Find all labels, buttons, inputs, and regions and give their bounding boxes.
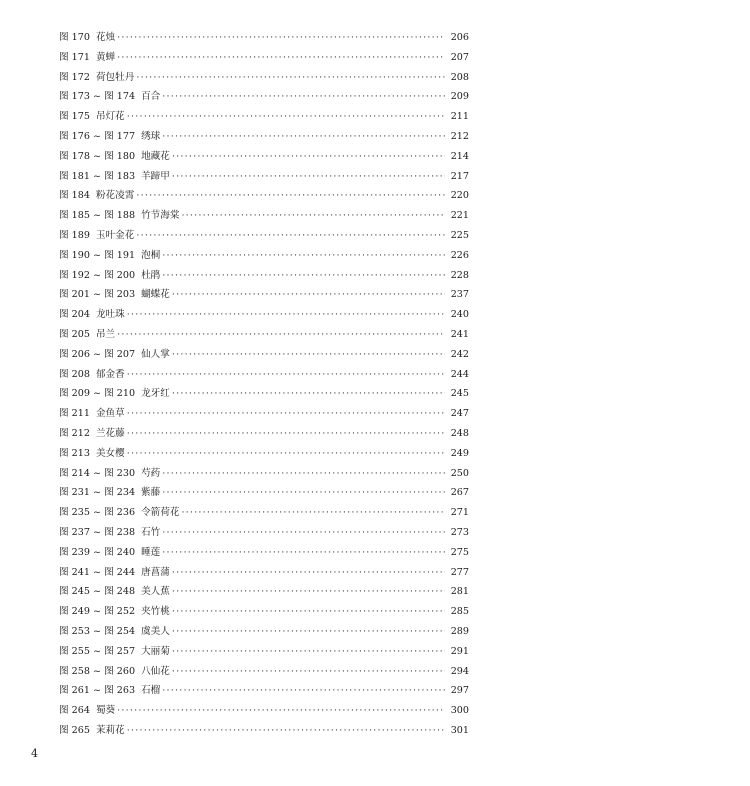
entry-page-number: 301: [450, 724, 469, 736]
entry-page-number: 250: [450, 467, 469, 479]
figure-reference: 图 265: [59, 724, 90, 736]
figure-reference: 图 185 ~ 图 188: [59, 210, 136, 222]
page-number: 4: [31, 747, 38, 760]
figure-reference: 图 213: [59, 447, 90, 459]
entry-title: 紫藤: [141, 487, 161, 499]
dot-leader: [162, 131, 445, 142]
toc-entry[interactable]: [59, 524, 469, 544]
entry-title: 百合: [141, 91, 161, 103]
entry-page-number: 237: [450, 289, 469, 301]
entry-title: 虞美人: [141, 625, 170, 637]
entry-page-number: 291: [450, 645, 469, 657]
dot-leader: [136, 72, 445, 83]
figure-reference: 图 181 ~ 图 183: [59, 170, 136, 182]
entry-title: 花烛: [95, 32, 116, 43]
toc-entry[interactable]: [59, 366, 469, 386]
toc-entry[interactable]: [59, 108, 469, 128]
dot-leader: [162, 270, 445, 281]
dot-leader: [162, 547, 445, 558]
entry-title: 地藏花: [141, 150, 170, 162]
entry-title: 郁金香: [95, 368, 125, 380]
figure-reference: 图 206 ~ 图 207: [59, 348, 136, 360]
dot-leader: [127, 448, 445, 459]
entry-title: 蝴蝶花: [141, 289, 170, 301]
entry-title: 粉花凌霄: [95, 190, 135, 202]
figure-reference: 图 176 ~ 图 177: [59, 130, 136, 142]
toc-entry[interactable]: [59, 663, 469, 683]
entry-page-number: 226: [450, 249, 469, 261]
figure-reference: 图 255 ~ 图 257: [59, 645, 136, 657]
toc-entry[interactable]: [59, 29, 469, 49]
dot-leader: [172, 666, 445, 677]
toc-entry[interactable]: [59, 247, 469, 267]
dot-leader: [181, 507, 445, 518]
figure-reference: 图 261 ~ 图 263: [59, 685, 136, 697]
entry-title: 美女樱: [95, 447, 125, 459]
entry-page-number: 300: [450, 705, 469, 717]
entry-title: 羊蹄甲: [141, 170, 170, 182]
toc-entry[interactable]: [59, 88, 469, 108]
toc-entry[interactable]: [59, 504, 469, 524]
figure-reference: 图 239 ~ 图 240: [59, 546, 136, 558]
toc-entry[interactable]: [59, 346, 469, 366]
entry-page-number: 221: [450, 210, 469, 222]
toc-entry[interactable]: [59, 207, 469, 227]
entry-page-number: 294: [450, 665, 469, 677]
entry-page-number: 228: [450, 269, 469, 281]
entry-title: 仙人掌: [141, 348, 170, 360]
dot-leader: [162, 468, 445, 479]
figure-reference: 图 173 ~ 图 174: [59, 91, 136, 103]
toc-entry[interactable]: [59, 286, 469, 306]
toc-entry[interactable]: [59, 445, 469, 465]
entry-title: 睡莲: [141, 546, 161, 558]
dot-leader: [117, 705, 445, 716]
entry-title: 夹竹桃: [141, 606, 170, 618]
entry-page-number: 244: [450, 368, 469, 380]
figure-reference: 图 258 ~ 图 260: [59, 665, 136, 677]
figure-reference: 图 205: [59, 328, 90, 340]
dot-leader: [172, 289, 445, 300]
dot-leader: [127, 725, 445, 736]
dot-leader: [136, 190, 445, 201]
figure-reference: 图 264: [59, 705, 90, 717]
dot-leader: [117, 32, 445, 43]
entry-page-number: 248: [450, 427, 469, 439]
entry-page-number: 277: [450, 566, 469, 578]
figure-reference: 图 249 ~ 图 252: [59, 606, 136, 618]
entry-page-number: 241: [450, 328, 469, 340]
figure-reference: 图 245 ~ 图 248: [59, 586, 136, 598]
toc-entry[interactable]: [59, 405, 469, 425]
entry-page-number: 214: [450, 150, 469, 162]
entry-page-number: 297: [450, 685, 469, 697]
entry-title: 唐菖蒲: [141, 566, 170, 578]
dot-leader: [127, 309, 445, 320]
toc-entry[interactable]: [59, 544, 469, 564]
toc-entry[interactable]: [59, 187, 469, 207]
table-of-contents: [59, 29, 469, 742]
toc-entry[interactable]: [59, 682, 469, 702]
entry-title: 石榴: [141, 685, 161, 697]
figure-reference: 图 214 ~ 图 230: [59, 467, 136, 479]
toc-entry[interactable]: [59, 465, 469, 485]
figure-reference: 图 189: [59, 229, 90, 241]
entry-title: 美人蕉: [141, 586, 170, 598]
toc-entry[interactable]: [59, 148, 469, 168]
toc-entry[interactable]: [59, 643, 469, 663]
dot-leader: [162, 487, 445, 498]
entry-title: 芍药: [141, 467, 161, 479]
entry-page-number: 212: [450, 130, 469, 142]
toc-entry[interactable]: [59, 484, 469, 504]
entry-title: 茉莉花: [95, 724, 125, 736]
entry-page-number: 267: [450, 487, 469, 499]
entry-page-number: 225: [450, 229, 469, 241]
dot-leader: [172, 349, 445, 360]
entry-page-number: 220: [450, 190, 469, 202]
toc-entry[interactable]: [59, 69, 469, 89]
toc-entry[interactable]: [59, 227, 469, 247]
entry-title: 泡桐: [141, 249, 161, 261]
dot-leader: [172, 171, 445, 182]
dot-leader: [162, 91, 445, 102]
entry-title: 石竹: [141, 526, 161, 538]
entry-title: 吊灯花: [95, 111, 125, 123]
figure-reference: 图 211: [59, 408, 90, 420]
entry-page-number: 217: [450, 170, 469, 182]
toc-entry[interactable]: [59, 583, 469, 603]
entry-page-number: 207: [450, 51, 469, 63]
entry-title: 荷包牡丹: [95, 71, 135, 83]
figure-reference: 图 172: [59, 71, 90, 83]
dot-leader: [162, 250, 445, 261]
entry-title: 吊兰: [95, 328, 116, 340]
figure-reference: 图 204: [59, 309, 90, 321]
entry-title: 金鱼草: [95, 408, 125, 420]
toc-entry[interactable]: [59, 702, 469, 722]
entry-page-number: 211: [450, 111, 469, 123]
toc-entry[interactable]: [59, 623, 469, 643]
figure-reference: 图 237 ~ 图 238: [59, 526, 136, 538]
entry-page-number: 240: [450, 309, 469, 321]
toc-entry[interactable]: [59, 603, 469, 623]
dot-leader: [117, 329, 445, 340]
toc-entry[interactable]: [59, 168, 469, 188]
dot-leader: [162, 685, 445, 696]
figure-reference: 图 190 ~ 图 191: [59, 249, 136, 261]
toc-entry[interactable]: [59, 722, 469, 742]
dot-leader: [127, 428, 445, 439]
entry-title: 蜀葵: [95, 705, 116, 717]
entry-page-number: 281: [450, 586, 469, 598]
dot-leader: [127, 111, 445, 122]
figure-reference: 图 192 ~ 图 200: [59, 269, 136, 281]
toc-entry[interactable]: [59, 128, 469, 148]
entry-title: 龙牙红: [141, 388, 170, 400]
entry-page-number: 285: [450, 606, 469, 618]
entry-page-number: 271: [450, 507, 469, 519]
figure-reference: 图 253 ~ 图 254: [59, 625, 136, 637]
figure-reference: 图 235 ~ 图 236: [59, 507, 136, 519]
entry-title: 八仙花: [141, 665, 170, 677]
figure-reference: 图 208: [59, 368, 90, 380]
figure-reference: 图 175: [59, 111, 90, 123]
dot-leader: [136, 230, 445, 241]
entry-title: 令箭荷花: [141, 507, 180, 519]
dot-leader: [127, 408, 445, 419]
dot-leader: [117, 52, 445, 63]
entry-title: 龙吐珠: [95, 309, 125, 321]
dot-leader: [172, 586, 445, 597]
entry-page-number: 289: [450, 625, 469, 637]
entry-page-number: 245: [450, 388, 469, 400]
figure-reference: 图 209 ~ 图 210: [59, 388, 136, 400]
entry-page-number: 208: [450, 71, 469, 83]
figure-reference: 图 178 ~ 图 180: [59, 150, 136, 162]
figure-reference: 图 184: [59, 190, 90, 202]
toc-entry[interactable]: [59, 326, 469, 346]
toc-entry[interactable]: [59, 267, 469, 287]
entry-page-number: 247: [450, 408, 469, 420]
entry-title: 绣球: [141, 130, 161, 142]
dot-leader: [172, 626, 445, 637]
entry-title: 黄蝉: [95, 51, 116, 63]
figure-reference: 图 231 ~ 图 234: [59, 487, 136, 499]
dot-leader: [181, 210, 445, 221]
entry-title: 玉叶金花: [95, 229, 135, 241]
entry-title: 兰花藤: [95, 427, 125, 439]
dot-leader: [172, 151, 445, 162]
toc-entry[interactable]: [59, 564, 469, 584]
dot-leader: [127, 369, 445, 380]
entry-page-number: 206: [450, 32, 469, 43]
dot-leader: [172, 567, 445, 578]
dot-leader: [172, 646, 445, 657]
toc-entry[interactable]: [59, 385, 469, 405]
figure-reference: 图 241 ~ 图 244: [59, 566, 136, 578]
dot-leader: [172, 388, 445, 399]
dot-leader: [162, 527, 445, 538]
entry-page-number: 273: [450, 526, 469, 538]
entry-page-number: 242: [450, 348, 469, 360]
toc-entry[interactable]: [59, 425, 469, 445]
entry-page-number: 275: [450, 546, 469, 558]
figure-reference: 图 212: [59, 427, 90, 439]
entry-page-number: 209: [450, 91, 469, 103]
toc-entry[interactable]: [59, 49, 469, 69]
toc-entry[interactable]: [59, 306, 469, 326]
entry-title: 杜鹃: [141, 269, 161, 281]
figure-reference: 图 170: [59, 32, 90, 43]
dot-leader: [172, 606, 445, 617]
entry-title: 大丽菊: [141, 645, 170, 657]
figure-reference: 图 171: [59, 51, 90, 63]
entry-page-number: 249: [450, 447, 469, 459]
entry-title: 竹节海棠: [141, 210, 180, 222]
figure-reference: 图 201 ~ 图 203: [59, 289, 136, 301]
